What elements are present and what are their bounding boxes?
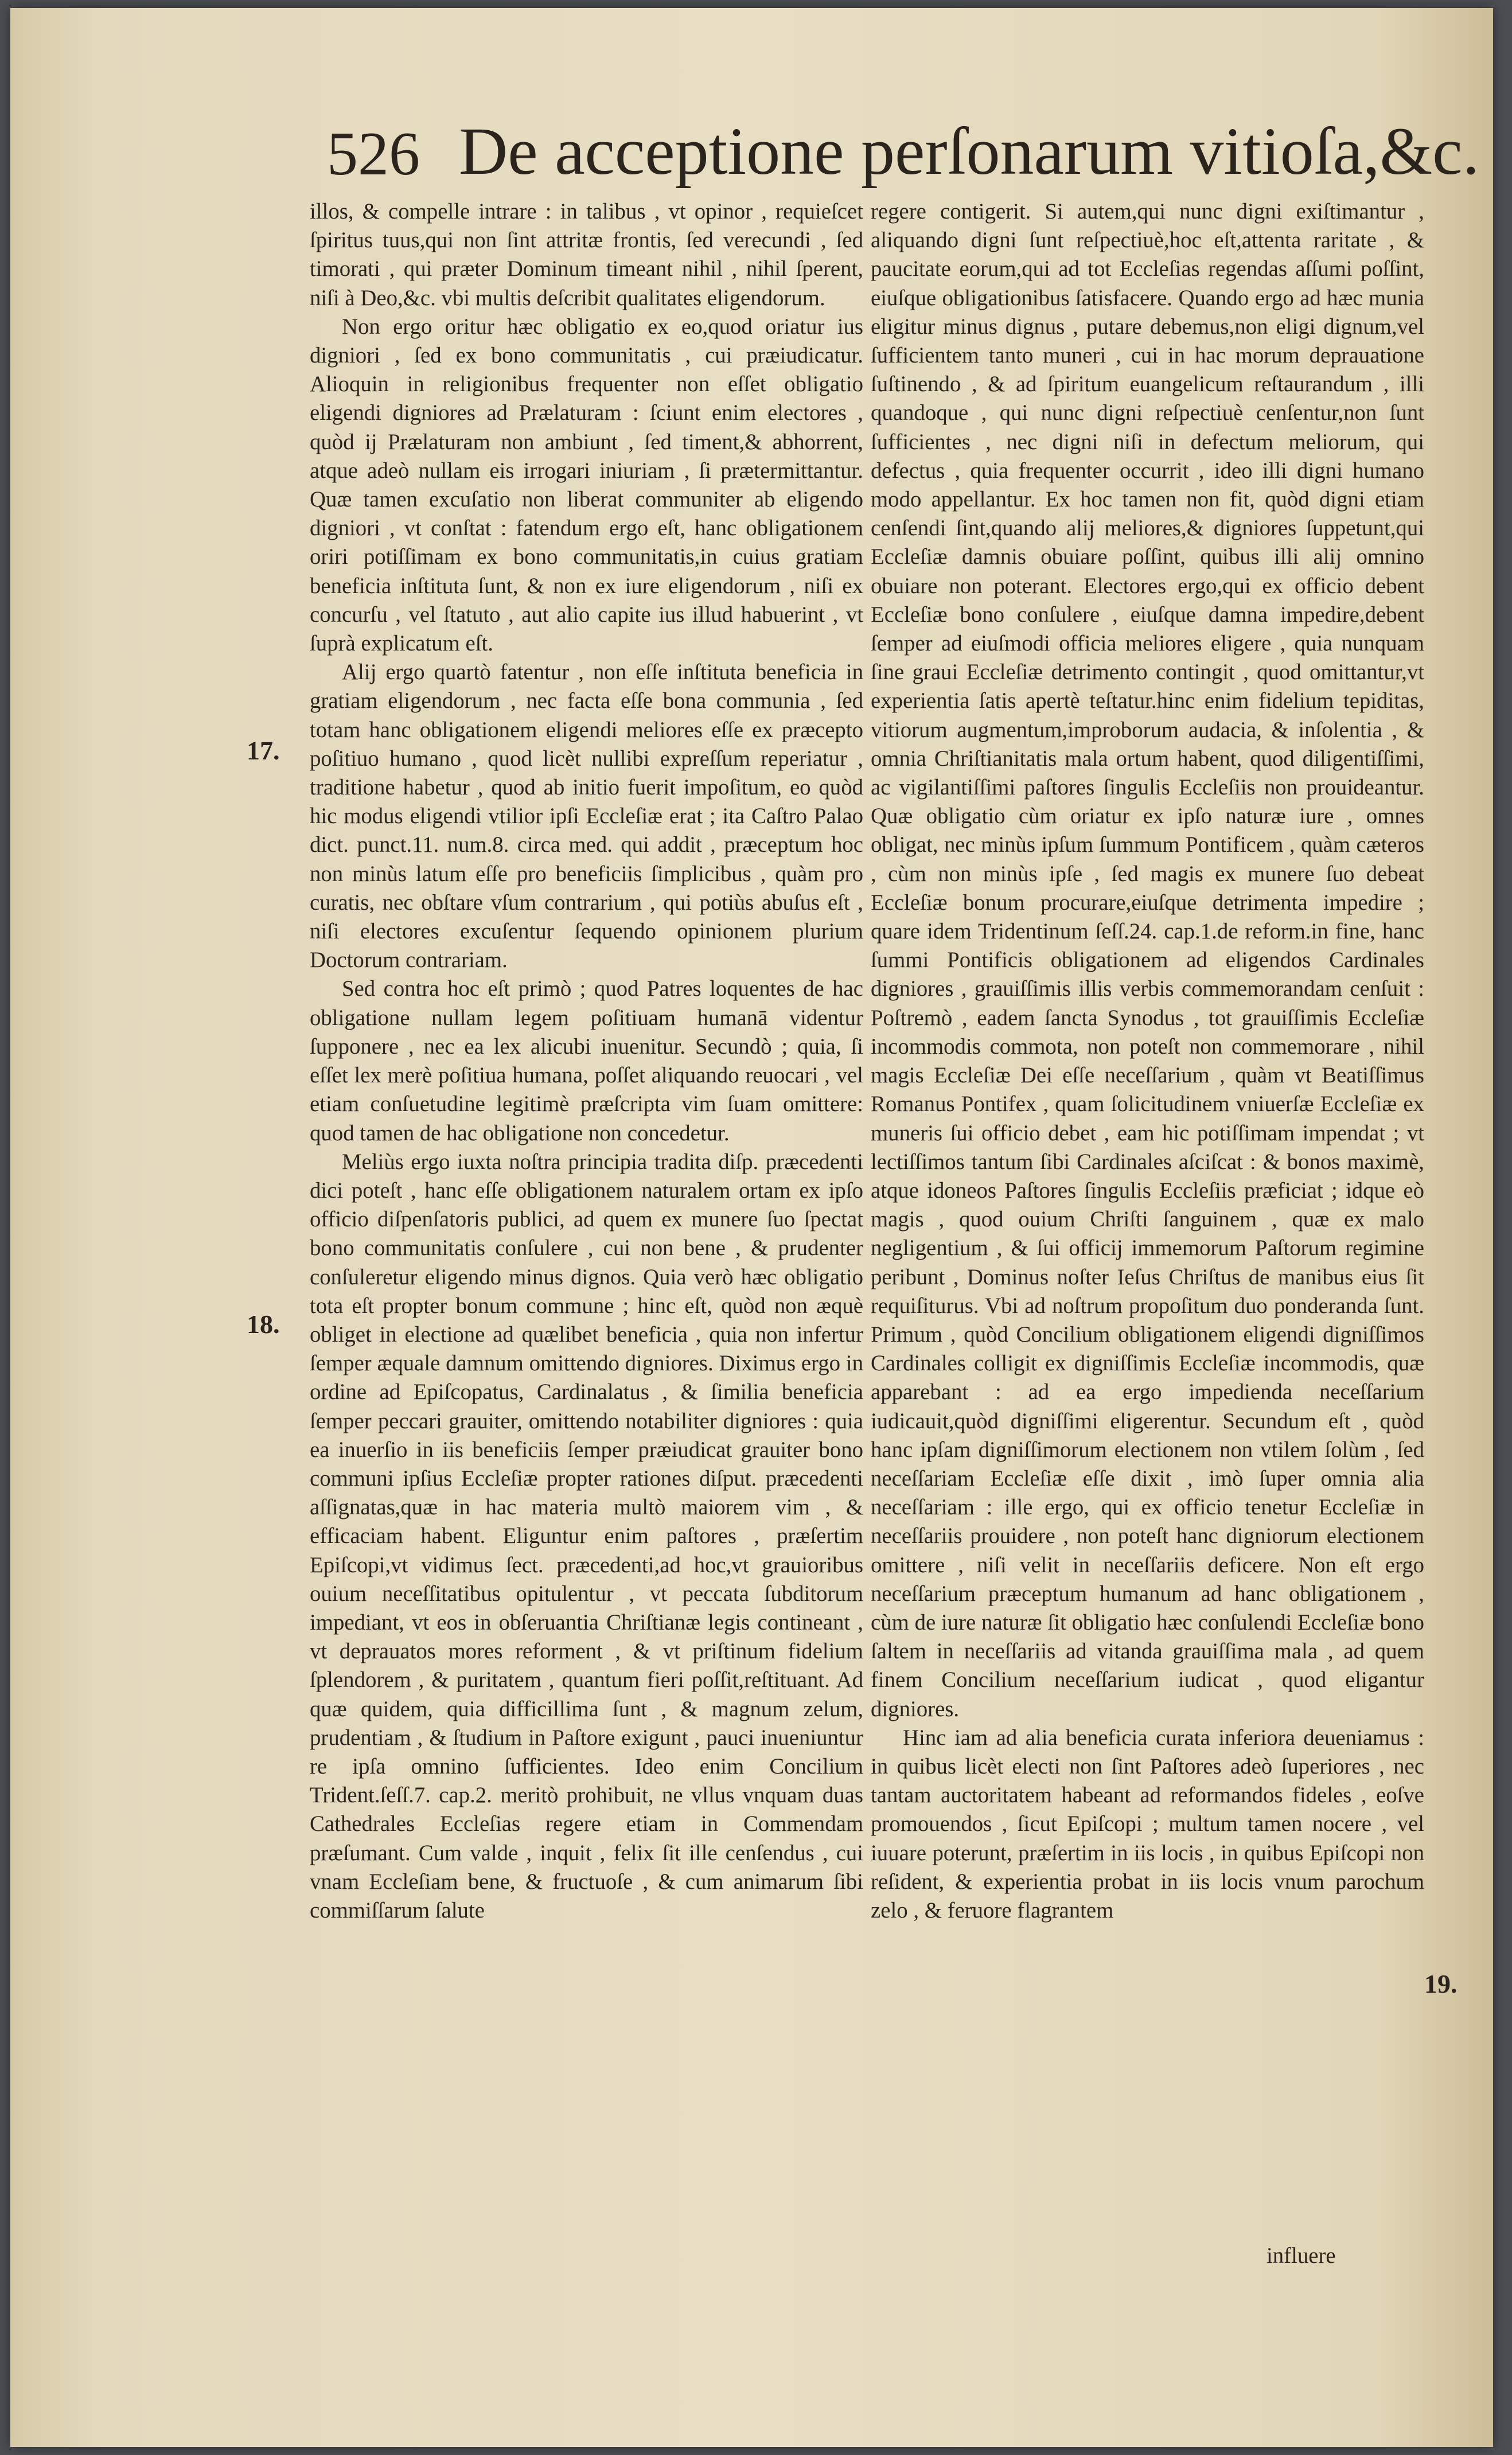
paragraph: Hinc iam ad alia beneficia curata inferiora deueniamus : in quibus licèt electi non ſint Paſtores adeò ſuperiores , nec tantam auctoritatem habeant ad reformandos fideles , eoſve promouendos , ſicut Epiſcopi ; multum tamen nocere , vel iuuare poterunt, præſertim in iis locis , in quibus Epiſcopi non reſident, & experientia probat in iis locis vnum parochum zelo , & feruore flagrantem [871, 1725, 1424, 1923]
page-number: 526 [327, 120, 420, 188]
catchword: influere [1267, 2243, 1336, 2268]
paragraph: illos, & compelle intrare : in talibus , vt opinor , requieſcet ſpiritus tuus,qui non ſint attritæ frontis, ſed verecundi , ſed timorati , qui præter Dominum timeant nihil , nihil ſperent, niſi à Deo,&c. vbi multis deſcribit qualitates eligendorum. [310, 199, 863, 310]
margin-number: 18. [247, 1310, 280, 1339]
page-header [309, 112, 1480, 198]
right-column [871, 197, 1424, 1925]
margin-number: 17. [247, 736, 280, 765]
paragraph: Meliùs ergo iuxta noſtra principia tradita diſp. præcedenti dici poteſt , hanc eſſe obligationem naturalem ortam ex ipſo officio diſpenſatoris publici, ad quem ex munere ſuo ſpectat bono communitatis conſulere , cui non bene , & prudenter conſuleretur eligendo minus dignos. Quia verò hæc obligatio tota eſt propter bonum commune ; hinc eſt, quòd non æquè obliget in electione ad quælibet beneficia , quia non infertur ſemper æquale damnum omittendo digniores. Diximus ergo in ordine ad Epiſcopatus, Cardinalatus , & ſimilia beneficia ſemper peccari grauiter, omittendo notabiliter digniores : quia ea inuerſio in iis beneficiis ſemper præiudicat grauiter bono communi ipſius Eccleſiæ propter rationes diſput. præcedenti aſſignatas,quæ in hac materia multò maiorem vim , & efficaciam habent. Eliguntur enim paſtores , præſertim Epiſcopi,vt vidimus ſect. præcedenti,ad hoc,vt grauioribus ouium neceſſitatibus opitulentur , vt peccata ſubditorum impediant, vt eos in obſeruantia Chriſtianæ legis contineant , vt deprauatos mores reforment , & vt priſtinum fidelium ſplendorem , & puritatem , quantum fieri poſſit,reſtituant. Ad quæ quidem, quia difficillima ſunt , & magnum zelum, prudentiam , & ſtudium in Paſtore exigunt , pauci inueniuntur re ipſa omnino ſufficientes. Ideo enim Concilium Trident.ſeſſ.7. cap.2. meritò prohibuit, ne vllus vnquam duas Cathedrales Eccleſias regere etiam in Commendam præſumant. Cum valde , inquit , felix ſit ille cenſendus , cui vnam Eccleſiam bene, & fructuoſe , & cum animarum ſibi commiſſarum ſalute [310, 1149, 863, 1923]
left-column [310, 197, 863, 1925]
paragraph: Alij ergo quartò fatentur , non eſſe inſtituta beneficia in gratiam eligendorum , nec facta eſſe bona communia , ſed totam hanc obligationem eligendi meliores eſſe ex præcepto poſitiuo humano , quod licèt nullibi expreſſum reperiatur , traditione habetur , quod ab initio fuerit impoſitum, eo quòd hic modus eligendi vtilior ipſi Eccleſiæ erat ; ita Caſtro Palao dict. punct.11. num.8. circa med. qui addit , præceptum hoc non minùs latum eſſe pro beneficiis ſimplicibus , quàm pro curatis, nec obſtare vſum contrarium , qui potiùs abuſus eſt , niſi electores excuſentur ſequendo opinionem plurium Doctorum contrariam. [310, 660, 863, 973]
running-title: De acceptione perſonarum vitioſa,&c. [459, 114, 1480, 189]
margin-number: 19. [1424, 1969, 1458, 1998]
paragraph: Sed contra hoc eſt primò ; quod Patres loquentes de hac obligatione nullam legem poſitiuam humanā videntur ſupponere , nec ea lex alicubi inuenitur. Secundò ; quia, ſi eſſet lex merè poſitiua humana, poſſet aliquando reuocari , vel etiam conſuetudine legitimè præſcripta vim ſuam omittere: quod tamen de hac obligatione non concedetur. [310, 976, 863, 1145]
paragraph: Non ergo oritur hæc obligatio ex eo,quod oriatur ius digniori , ſed ex bono communitatis , cui præiudicatur. Alioquin in religionibus frequenter non eſſet obligatio eligendi digniores ad Prælaturam : ſciunt enim electores , quòd ij Prælaturam non ambiunt , ſed timent,& abhorrent, atque adeò nullam eis irrogari iniuriam , ſi prætermittantur. Quæ tamen excuſatio non liberat communiter ab eligendo digniori , vt conſtat : fatendum ergo eſt, hanc obligationem oriri potiſſimam ex bono communitatis,in cuius gratiam beneficia inſtituta ſunt, & non ex iure eligendorum , niſi ex concurſu , vel ſtatuto , aut alio capite ius illud habuerint , vt ſuprà explicatum eſt. [310, 314, 863, 656]
paragraph: regere contigerit. Si autem,qui nunc digni exiſtimantur , aliquando digni ſunt reſpectiuè,hoc eſt,attenta raritate , & paucitate eorum,qui ad tot Eccleſias regendas aſſumi poſſint, eiuſque obligationibus ſatisfacere. Quando ergo ad hæc munia eligitur minus dignus , putare debemus,non eligi dignum,vel ſufficientem tanto muneri , cui in hac morum deprauatione ſuſtinendo , & ad ſpiritum euangelicum reſtaurandum , illi quandoque , qui nunc digni reſpectiuè cenſentur,non ſunt ſufficientes , nec digni niſi in defectum meliorum, qui defectus , quia frequenter occurrit , ideo illi digni humano modo appellantur. Ex hoc tamen non fit, quòd digni etiam cenſendi ſint,quando alij meliores,& digniores ſuppetunt,qui Eccleſiæ damnis obuiare poſſint, quibus illi alij omnino obuiare non poterant. Electores ergo,qui ex officio debent Eccleſiæ bono conſulere , eiuſque damna impedire,debent ſemper ad eiuſmodi officia meliores eligere , quia nunquam ſine graui Eccleſiæ detrimento contingit , quod omittantur,vt experientia ſatis apertè teſtatur.hinc enim fidelium tepiditas, vitiorum augmentum,improborum audacia, & inſolentia , & omnia Chriſtianitatis mala ortum habent, quod diligentiſſimi, ac vigilantiſſimi paſtores ſingulis Eccleſiis non prouideantur. Quæ obligatio cùm oriatur ex ipſo naturæ iure , omnes obligat, nec minùs ipſum ſummum Pontificem , quàm cæteros , cùm non minùs ipſe , ſed magis ex munere ſuo debeat Eccleſiæ bonum procurare,eiuſque detrimenta impedire ; quare idem Tridentinum ſeſſ.24. cap.1.de reform.in fine, hanc ſummi Pontificis obligationem ad eligendos Cardinales digniores , grauiſſimis illis verbis commemorandam cenſuit : Poſtremò , eadem ſancta Synodus , tot grauiſſimis Eccleſiæ incommodis commota, non poteſt non commemorare , nihil magis Eccleſiæ Dei eſſe neceſſarium , quàm vt Beatiſſimus Romanus Pontifex , quam ſolicitudinem vniuerſæ Eccleſiæ ex muneris ſui officio debet , eam hic potiſſimam impendat ; vt lectiſſimos tantum ſibi Cardinales aſciſcat : & bonos maximè, atque idoneos Paſtores ſingulis Eccleſiis præficiat ; idque eò magis , quod ouium Chriſti ſanguinem , quæ ex malo negligentium , & ſui officij immemorum Paſtorum regimine peribunt , Dominus noſter Ieſus Chriſtus de manibus eius ſit requiſiturus. Vbi ad noſtrum propoſitum duo ponderanda ſunt. Primum , quòd Concilium obligationem eligendi digniſſimos Cardinales colligit ex digniſſimis Eccleſiæ incommodis, quæ apparebant : ad ea ergo impedienda neceſſarium iudicauit,quòd digniſſimi eligerentur. Secundum eſt , quòd hanc ipſam digniſſimorum electionem non vtilem ſolùm , ſed neceſſariam Eccleſiæ eſſe dixit , imò ſuper omnia alia neceſſariam : ille ergo, qui ex officio tenetur Eccleſiæ in neceſſariis prouidere , non poteſt hanc digniorum electionem omittere , niſi velit in neceſſariis deficere. Non eſt ergo neceſſarium præceptum humanum ad hanc obligationem , cùm de iure naturæ ſit obligatio hæc conſulendi Eccleſiæ bono ſaltem in neceſſariis ad vitanda grauiſſima mala , ad quem finem Concilium neceſſarium iudicat , quod eligantur digniores. [871, 199, 1424, 1721]
book-page [10, 8, 1493, 2447]
